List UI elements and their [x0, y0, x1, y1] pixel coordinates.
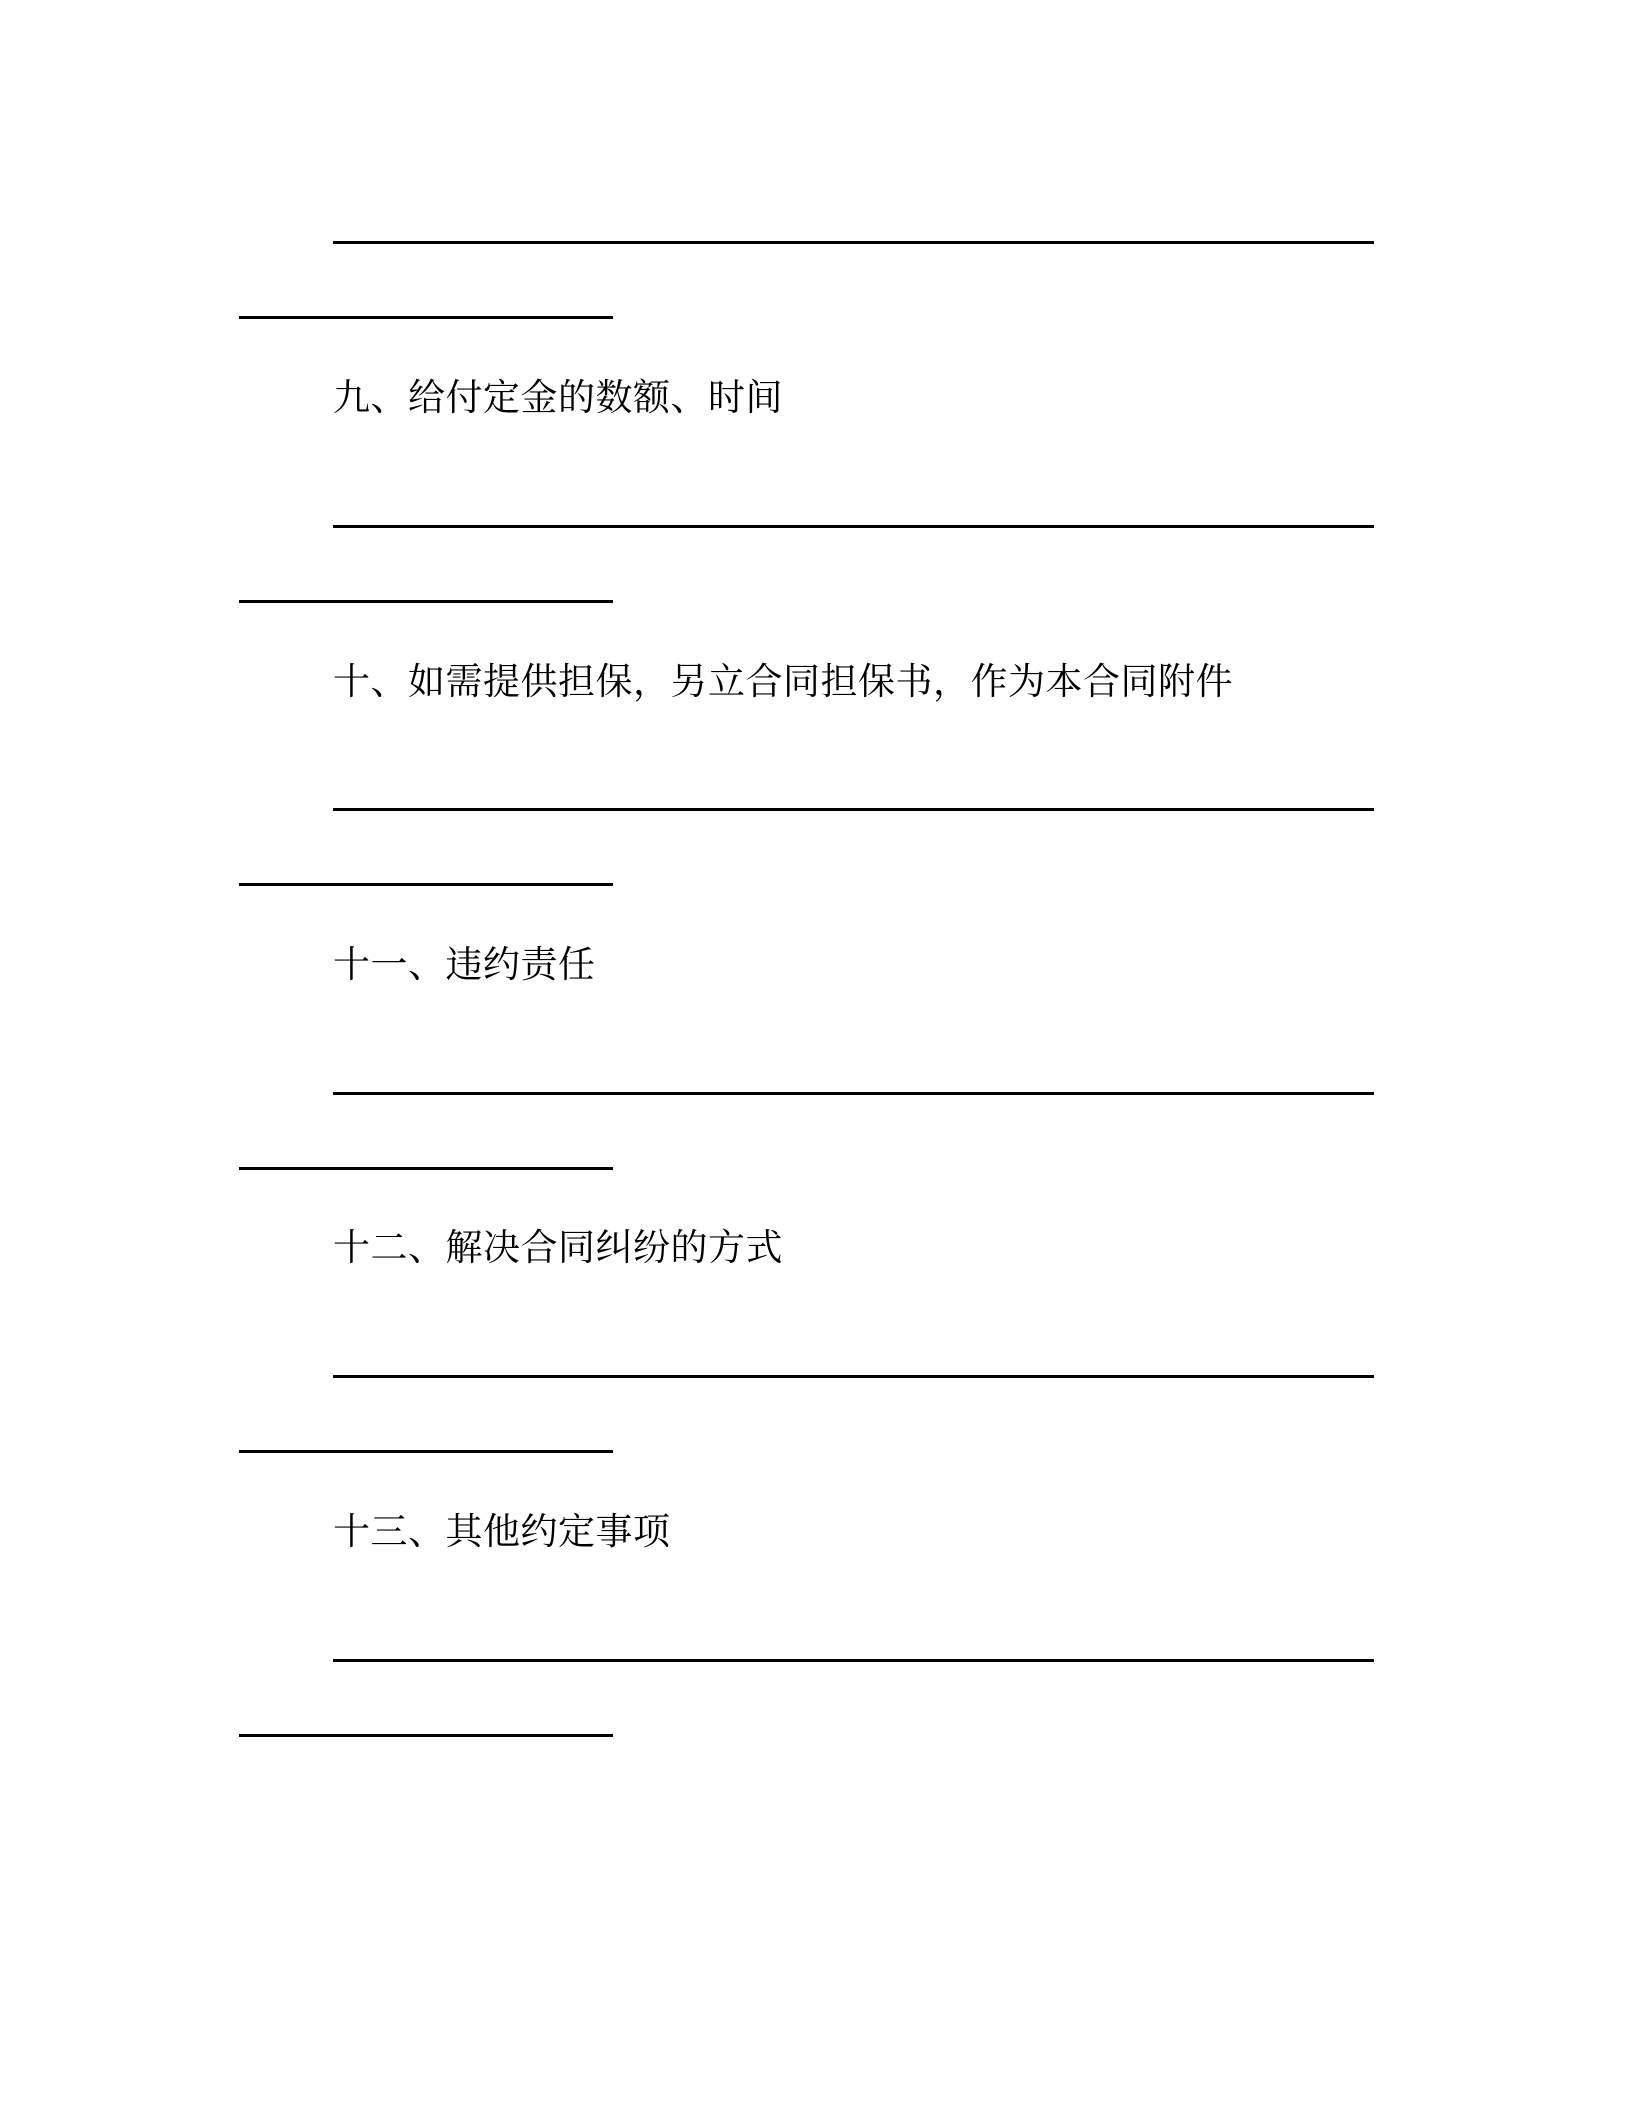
- blank-fill-line: [239, 1450, 613, 1453]
- blank-fill-line: [239, 1167, 613, 1170]
- blank-fill-line: [333, 1659, 1374, 1662]
- blank-fill-line: [333, 808, 1374, 811]
- blank-fill-line: [239, 316, 613, 319]
- section-heading-12: 十二、解决合同纠纷的方式: [333, 1226, 783, 1269]
- blank-fill-line: [239, 1734, 613, 1737]
- blank-fill-line: [333, 1092, 1374, 1095]
- blank-fill-line: [333, 525, 1374, 528]
- blank-fill-line: [333, 1375, 1374, 1378]
- blank-fill-line: [239, 883, 613, 886]
- section-heading-11: 十一、违约责任: [333, 943, 596, 986]
- section-heading-13: 十三、其他约定事项: [333, 1510, 671, 1553]
- blank-fill-line: [239, 600, 613, 603]
- blank-fill-line: [333, 241, 1374, 244]
- section-heading-10: 十、如需提供担保，另立合同担保书，作为本合同附件: [333, 660, 1233, 703]
- section-heading-9: 九、给付定金的数额、时间: [333, 376, 783, 419]
